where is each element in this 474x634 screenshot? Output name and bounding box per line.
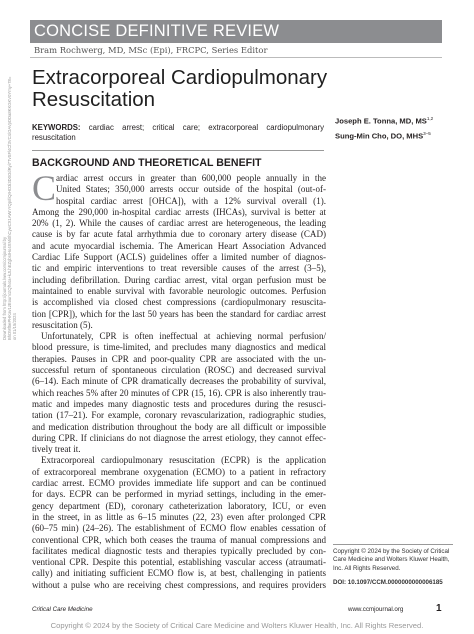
body-line: of extracorporeal membrane oxygenation (ECMO) to a patient in refractory: [32, 466, 326, 477]
author-name: Joseph E. Tonna, MD, MS: [335, 116, 427, 126]
article-body: [32, 168, 326, 590]
keywords-divider: [32, 150, 324, 151]
body-line: Among the 290,000 in-hospital cardiac arrests (IHCAs), survival is better at: [32, 206, 326, 217]
body-line: successful return of spontaneous circulation (ROSC) and decreased survival: [32, 365, 326, 376]
body-line: including defibrillation. During cardiac arrest, vital organ perfusion must be: [32, 274, 326, 285]
keywords-label: KEYWORDS:: [32, 123, 81, 132]
body-line: tic and empiric interventions to treat reversible causes of the arrest (3–5),: [32, 263, 326, 274]
body-line: and acute myocardial ischemia. The American Heart Association Advanced: [32, 240, 326, 251]
body-line: tion [CPR]), which for the last 50 years has been the standard for cardiac arrest: [32, 308, 326, 319]
journal-name: Critical Care Medicine: [32, 606, 93, 613]
copyright-footer: Copyright © 2024 by the Society of Critical Care Medicine and Wolters Kluwer Health, Inc. All Rights Reserved.: [50, 621, 424, 630]
author-2: [335, 128, 460, 143]
body-line: (60–75 min) (24–26). The establishment of ECMO flow enables cessation of: [32, 523, 326, 534]
body-line: facilitates medical diagnostic tests and therapies typically precluded by con-: [32, 545, 326, 556]
body-line: for days. ECPR can be performed in myriad settings, including in the emer-: [32, 489, 326, 500]
body-line: ventional CPR. Despite this potential, establishing vascular access (atraumati-: [32, 557, 326, 568]
article-title: Extracorporeal Cardiopulmonary Resuscitation: [32, 66, 328, 111]
copyright-text: Copyright © 2024 by the Society of Critical Care Medicine and Wolters Kluwer Health, Inc. All Rights Reserved.: [333, 548, 450, 572]
body-line: is accomplished via closed chest compressions (cardiopulmonary resuscita-: [32, 297, 326, 308]
journal-website: www.ccmjournal.org: [348, 606, 404, 613]
body-line: tively treat it.: [32, 444, 81, 455]
copyright-box: [333, 544, 453, 587]
body-line: maintained to enable survival with favorable neurologic outcomes. Perfusion: [32, 285, 326, 296]
body-line: Cardiac Life Support (ACLS) guidelines offer a limited number of diagnos-: [32, 252, 326, 263]
series-editor: Bram Rochwerg, MD, MSc (Epi), FRCPC, Series Editor: [34, 45, 268, 55]
body-line: resuscitation (5).: [32, 319, 93, 330]
body-line: therapies. Pauses in CPR and poor-quality CPR are associated with the un-: [32, 353, 326, 364]
body-line: conventional CPR, which both ceases the trauma of manual compressions and: [32, 534, 326, 545]
body-line: matic and impedes many diagnostic tests and procedures during the resusci-: [32, 398, 326, 409]
header-divider: [30, 57, 442, 58]
body-line: hospital cardiac arrest [OHCA]), with a 12% survival overall (1).: [56, 195, 326, 206]
author-list: [335, 113, 460, 142]
author-affiliation: 3–5: [423, 130, 431, 136]
body-line: cally) and initiating sufficient ECMO flow is, at best, challenging in patients: [32, 568, 326, 579]
body-line: Unfortunately, CPR is often ineffectual at achieving normal perfusion/: [41, 331, 326, 342]
section-heading: BACKGROUND AND THEORETICAL BENEFIT: [32, 157, 262, 169]
section-banner: CONCISE DEFINITIVE REVIEW: [30, 20, 442, 43]
body-line: (6–14). Each minute of CPR dramatically decreases the probability of survival,: [32, 376, 326, 387]
keywords: [32, 123, 324, 142]
doi: DOI: 10.1097/CCM.0000000000006185: [333, 578, 443, 586]
body-line: Extracorporeal cardiopulmonary resuscitation (ECPR) is the application: [41, 455, 326, 466]
body-line: in the street, in as little as 6–15 minutes (22, 23) even after prolonged CPR: [32, 511, 326, 522]
body-line: during CPR. If clinicians do not diagnose the arrest etiology, they cannot effec-: [32, 432, 326, 443]
page-number: 1: [436, 603, 442, 614]
body-line: cardiac arrest. ECMO provides immediate life support and can be continued: [32, 478, 326, 489]
body-line: ardiac arrest occurs in greater than 600,000 people annually in the: [56, 173, 326, 183]
keywords-text: cardiac arrest; critical care; extracorporeal cardiopulmonary resuscitation: [32, 123, 325, 142]
body-line: blood pressure, is time-limited, and precludes many diagnostics and medical: [32, 342, 326, 353]
body-line: which reaches 5% after 20 minutes of CPR (15, 16). CPR is also inherently trau-: [32, 387, 326, 398]
body-line: cause is by far acute fatal arrhythmia due to coronary artery disease (CAD): [32, 229, 326, 240]
drop-cap: C: [32, 168, 57, 208]
author-name: Sung-Min Cho, DO, MHS: [335, 131, 424, 141]
body-line: tation (17–21). For example, coronary revascularization, radiographic studies,: [32, 410, 326, 421]
body-line: 20% (1, 2). While the causes of cardiac arrest are heterogeneous, the leading: [32, 218, 326, 229]
body-line: without a pulse who are receiving chest compressions, and requires providers: [32, 579, 326, 590]
download-watermark: Downloaded from http://journals.lww.com/ccmjournal by BhDMf5ePHKav1zEoum1tQfN4a+kJLhEZgbsIHo4XMi0hCywCX1AWnYQp/IlQrHD3i3D0OdRyi7TvSFl4Cf3VC4/OAVpDDa8KKGKV0Ymy+78= on 01/15/2024: [2, 76, 17, 340]
body-line: gency department (ED), coronary catheterization laboratory, ICU, or even: [32, 500, 326, 511]
body-line: and medication distribution throughout the body are all difficult or impossible: [32, 421, 326, 432]
body-line: United States; 350,000 arrests occur outside of the hospital (out-of-: [56, 184, 326, 195]
copyright-divider: [333, 544, 453, 545]
author-affiliation: 1,2: [426, 116, 434, 121]
author-1: [335, 113, 460, 128]
